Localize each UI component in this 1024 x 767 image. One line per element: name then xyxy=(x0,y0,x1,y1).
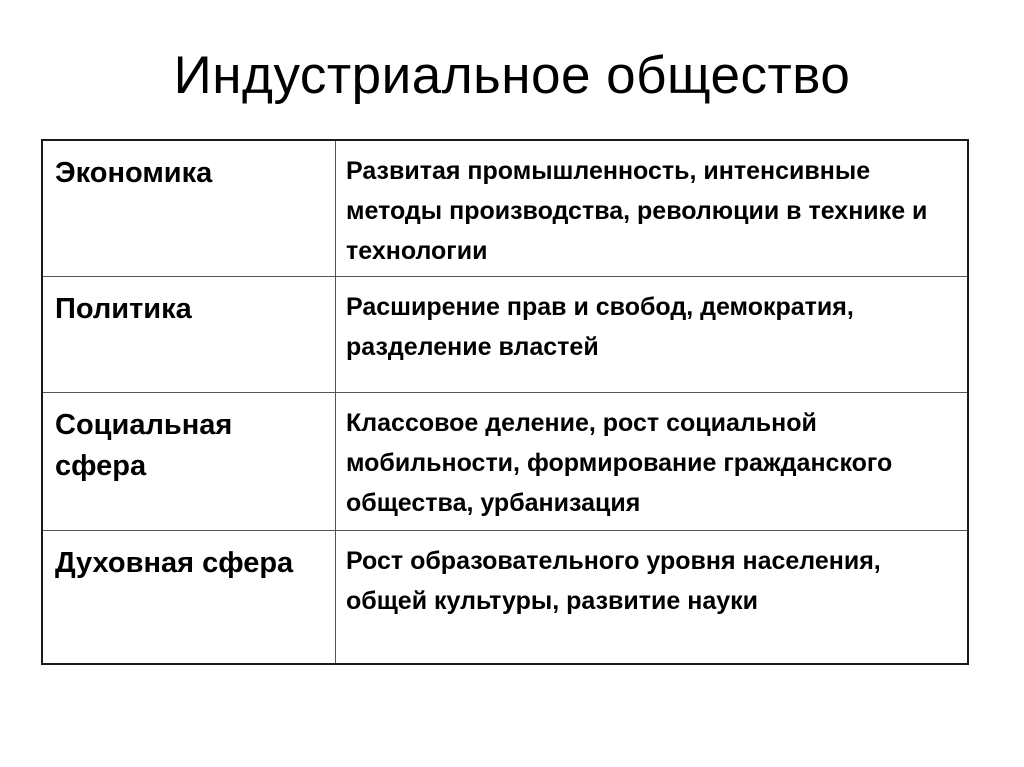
description-cell: Рост образовательного уровня населения, общей культуры, развитие науки xyxy=(336,531,969,665)
category-cell: Политика xyxy=(42,277,336,393)
category-cell: Экономика xyxy=(42,140,336,277)
category-cell: Духовная сфера xyxy=(42,531,336,665)
slide-title: Индустриальное общество xyxy=(173,46,851,105)
table-row xyxy=(42,393,968,531)
category-cell: Социальная сфера xyxy=(42,393,336,531)
table-row xyxy=(42,277,968,393)
table-row xyxy=(42,531,968,665)
table-row xyxy=(42,140,968,277)
description-cell: Классовое деление, рост социальной мобильности, формирование гражданского общества, урбанизация xyxy=(336,393,969,531)
description-cell: Расширение прав и свобод, демократия, разделение властей xyxy=(336,277,969,393)
description-cell: Развитая промышленность, интенсивные методы производства, революции в технике и технологии xyxy=(336,140,969,277)
characteristics-table xyxy=(41,139,969,665)
